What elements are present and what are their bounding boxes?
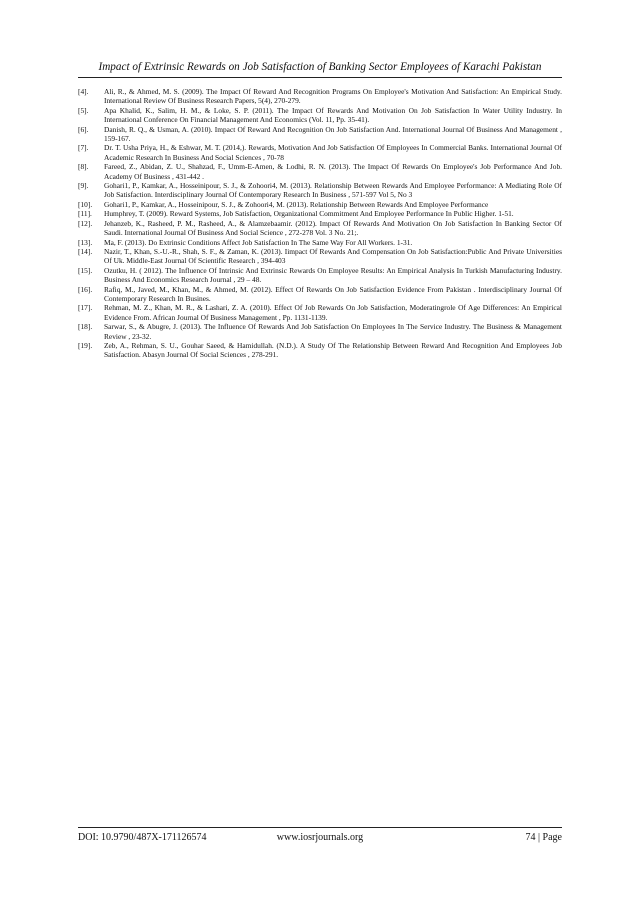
reference-number: [5].	[78, 105, 89, 115]
page-footer	[78, 831, 562, 845]
reference-number: [11].	[78, 209, 92, 219]
reference-number: [7].	[78, 143, 89, 153]
reference-text: Ma, F. (2013). Do Extrinsic Conditions Affect Job Satisfaction In The Same Way For All Workers. 1-31.	[104, 237, 413, 247]
reference-text: Rehman, M. Z., Khan, M. R., & Lashari, Z. A. (2010). Effect Of Job Rewards On Job Satisfaction, Moderatingrole Of Age Differences: An Empirical Evidence From. African Journal Of Business Management , Pp. 1131-1139.	[104, 303, 562, 322]
reference-list	[78, 87, 562, 360]
reference-item	[78, 143, 562, 162]
reference-item	[78, 303, 562, 322]
reference-text: Humphrey, T. (2009). Reward Systems, Job Satisfaction, Organizational Commitment And Employee Performance In Public Higher. 1-51.	[104, 209, 514, 219]
reference-item	[78, 87, 562, 106]
reference-text: Apa Khalid, K., Salim, H. M., & Loke, S. P. (2011). The Impact Of Rewards And Motivation On Job Satisfaction In Water Utility Industry. In International Conference On Financial Management And Economics (Vol. 11, Pp. 35-41).	[104, 105, 562, 125]
reference-number: [18].	[78, 322, 93, 332]
reference-text: Sarwar, S., & Abugre, J. (2013). The Influence Of Rewards And Job Satisfaction On Employees In The Service Industry. The Business & Management Review , 23-32.	[104, 322, 562, 341]
reference-item	[78, 209, 562, 218]
reference-item	[78, 162, 562, 181]
reference-item	[78, 266, 562, 285]
running-header: Impact of Extrinsic Rewards on Job Satisfaction of Banking Sector Employees of Karachi Pakistan	[98, 61, 542, 73]
reference-item	[78, 285, 562, 304]
reference-item	[78, 200, 562, 209]
reference-text: Danish, R. Q., & Usman, A. (2010). Impact Of Reward And Recognition On Job Satisfaction And. International Journal Of Business And Management , 159-167.	[104, 124, 562, 144]
reference-number: [6].	[78, 124, 89, 134]
reference-number: [10].	[78, 199, 93, 209]
reference-number: [16].	[78, 284, 93, 294]
reference-number: [17].	[78, 303, 93, 313]
reference-text: Gohari1, P., Kamkar, A., Hosseinipour, S. J., & Zohoori4, M. (2013). Relationship Between Rewards And Employee Performance	[104, 199, 489, 209]
footer-doi: DOI: 10.9790/487X-171126574	[78, 832, 207, 843]
reference-number: [12].	[78, 218, 93, 228]
reference-item	[78, 219, 562, 238]
reference-text: Dr. T. Usha Priya, H., & Eshwar, M. T. (2014,). Rewards, Motivation And Job Satisfaction Of Employees In Commercial Banks. International Journal Of Academic Research In Business And Social Sciences , 70-78	[104, 143, 562, 162]
reference-text: Jehanzeb, K., Rasheed, P. M., Rasheed, A., & Alamzebaamir. (2012). Impact Of Rewards And Motivation On Job Satisfaction In Banking Sector Of Saudi. International Journal Of Business And Social Science , 272-278 Vol. 3 No. 21;.	[104, 218, 562, 238]
reference-number: [14].	[78, 246, 93, 256]
reference-item	[78, 181, 562, 200]
reference-text: Ali, R., & Ahmed, M. S. (2009). The Impact Of Reward And Recognition Programs On Employee's Motivation And Satisfaction: An Empirical Study. International Review Of Business Research Papers, 5(4), 270-279.	[104, 87, 562, 106]
reference-number: [4].	[78, 87, 89, 96]
footer-divider	[78, 827, 562, 828]
footer-website-link[interactable]: www.iosrjournals.org	[276, 832, 364, 843]
reference-number: [15].	[78, 265, 93, 275]
reference-item	[78, 341, 562, 360]
reference-item	[78, 125, 562, 144]
reference-number: [13].	[78, 237, 93, 247]
reference-number: [8].	[78, 162, 89, 172]
reference-text: Nazir, T., Khan, S.-U.-R., Shah, S. F., & Zaman, K. (2013). Iimpact Of Rewards And Compensation On Job Satisfaction:Public And Private Universities Of Uk. Middle-East Journal Of Scientific Research , 394-403	[104, 246, 562, 266]
header-divider	[78, 77, 562, 78]
footer-page-number: 74 | Page	[525, 832, 562, 843]
reference-item	[78, 322, 562, 341]
reference-number: [9].	[78, 181, 89, 191]
reference-text: Gohari1, P., Kamkar, A., Hosseinipour, S. J., & Zohoori4, M. (2013). Relationship Between Rewards And Employee Performance: A Mediating Role Of Job Satisfaction. Interdisciplinary Journal Of Contemporary Research In Business , 571-597 Vol 5, No 3	[104, 181, 562, 200]
reference-item	[78, 106, 562, 125]
reference-text: Fareed, Z., Abidan, Z. U., Shahzad, F., Umm-E-Amen, & Lodhi, R. N. (2013). The Impact Of Rewards On Employee's Job Performance And Job. Academy Of Business , 431-442 .	[104, 162, 562, 181]
reference-text: Rafiq, M., Javed, M., Khan, M., & Ahmed, M. (2012). Effect Of Rewards On Job Satisfaction Evidence From Pakistan . Interdisciplinary Journal Of Contemporary Research In Busines.	[104, 284, 562, 303]
reference-number: [19].	[78, 340, 93, 350]
reference-text: Ozutku, H. ( 2012). The Influence Of Intrinsic And Extrinsic Rewards On Employee Results: An Empirical Analysis In Turkish Manufacturing Industry. Business And Economics Research Journal , 29 – 48.	[104, 265, 562, 285]
reference-text: Zeb, A., Rehman, S. U., Gouhar Saeed, & Hamidullah. (N.D.). A Study Of The Relationship Between Reward And Recognition And Employees Job Satisfaction. Abasyn Journal Of Social Sciences , 278-291.	[104, 340, 562, 360]
reference-item	[78, 247, 562, 266]
reference-item	[78, 238, 562, 247]
